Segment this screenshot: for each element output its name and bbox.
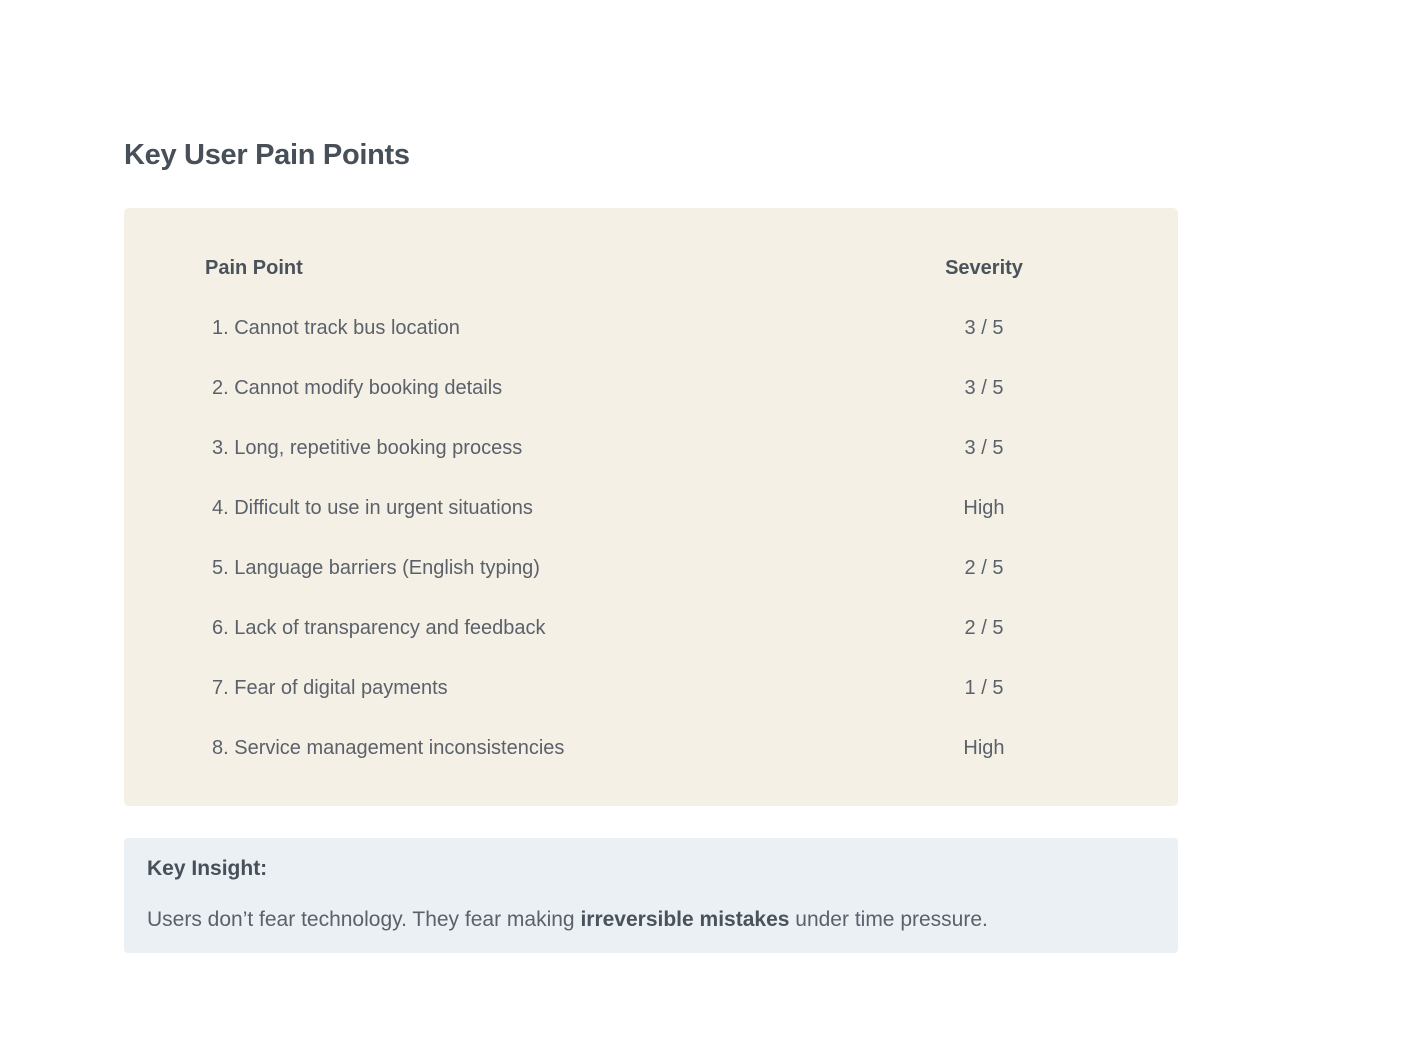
table-row <box>124 418 1178 478</box>
severity-value: 3 / 5 <box>964 376 1004 399</box>
pain-points-table <box>124 208 1178 806</box>
pain-point-label: 4. Difficult to use in urgent situations <box>212 496 533 519</box>
severity-value: 2 / 5 <box>964 556 1004 579</box>
insight-text-bold: irreversible mistakes <box>580 908 790 931</box>
table-row <box>124 538 1178 598</box>
pain-point-label: 7. Fear of digital payments <box>212 676 448 699</box>
key-insight-callout <box>124 838 1178 953</box>
severity-value: 3 / 5 <box>964 316 1004 339</box>
severity-column-header: Severity <box>945 256 1023 279</box>
pain-point-label: 5. Language barriers (English typing) <box>212 556 540 579</box>
severity-value: High <box>963 496 1005 519</box>
insight-text-prefix: Users don’t fear technology. They fear making <box>147 908 581 931</box>
pain-point-label: 3. Long, repetitive booking process <box>212 436 523 459</box>
pain-point-label: 8. Service management inconsistencies <box>212 736 565 759</box>
page-title: Key User Pain Points <box>124 139 410 171</box>
table-header-row <box>124 238 1178 298</box>
severity-value: 3 / 5 <box>964 436 1004 459</box>
table-row <box>124 658 1178 718</box>
table-row <box>124 358 1178 418</box>
pain-point-label: 2. Cannot modify booking details <box>212 376 503 399</box>
key-insight-title: Key Insight: <box>147 857 268 880</box>
pain-point-label: 1. Cannot track bus location <box>212 316 460 339</box>
table-row <box>124 298 1178 358</box>
severity-value: 1 / 5 <box>964 676 1004 699</box>
table-row <box>124 598 1178 658</box>
key-insight-body <box>147 907 1154 933</box>
table-row <box>124 478 1178 538</box>
table-row <box>124 718 1178 778</box>
pain-point-column-header: Pain Point <box>205 256 303 279</box>
severity-value: 2 / 5 <box>964 616 1004 639</box>
severity-value: High <box>963 736 1005 759</box>
insight-text-suffix: under time pressure. <box>789 908 988 931</box>
pain-point-label: 6. Lack of transparency and feedback <box>212 616 546 639</box>
